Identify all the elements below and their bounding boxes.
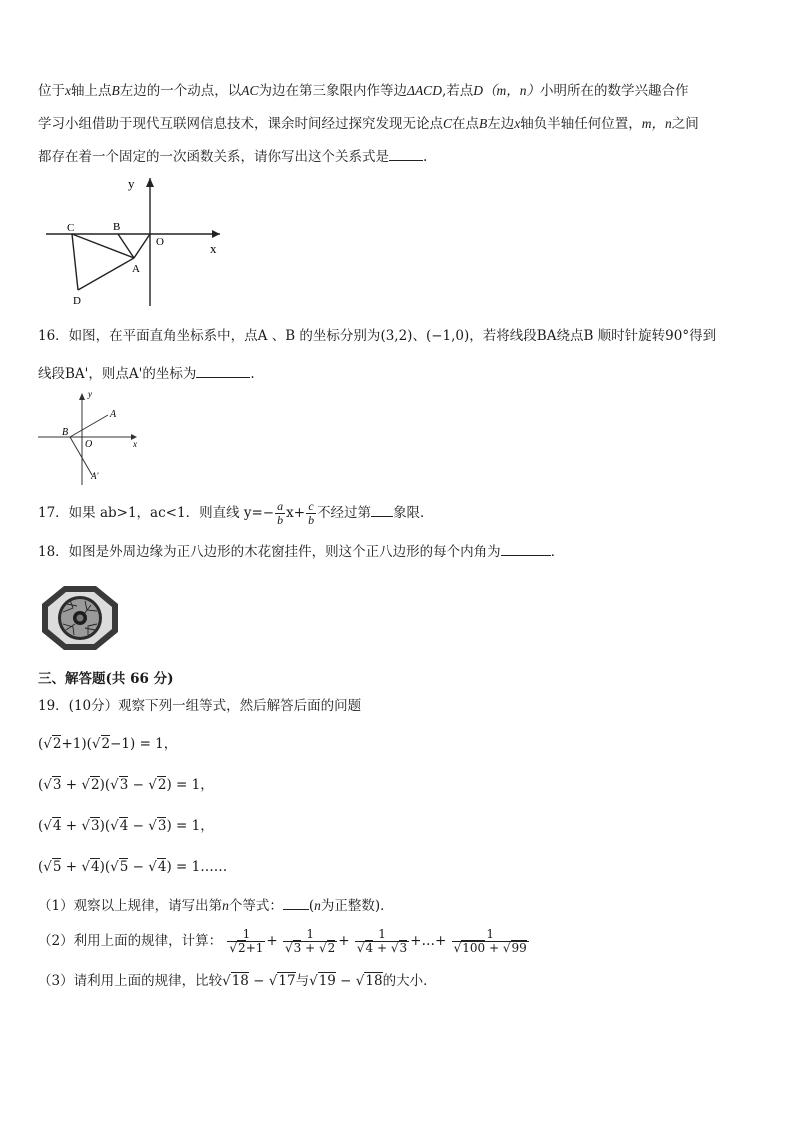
q19-part2: （2）利用上面的规律，计算： $\frac{1}{√2+1}$ + $\frac{1}{√3 + √2}$ + $\frac{1}{√4 + √3}$ +…+ $\frac{1}{√100 + √99}$ xyxy=(38,927,527,955)
q19-eq3: (√4 + √3)(√4 − √3) = 1， xyxy=(38,818,214,834)
q18-line: 18．如图是外周边缘为正八边形的木花窗挂件，则这个正八边形的每个内角为 ． xyxy=(38,541,564,561)
fig16-b-label: B xyxy=(62,427,69,438)
answer-blank-16[interactable] xyxy=(196,363,250,378)
fig16-a-prime-label: A' xyxy=(91,471,99,481)
fig15-b-label: B xyxy=(113,221,121,233)
fig15-d-label: D xyxy=(73,295,81,307)
q16-line2: 线段BA'，则点A'的坐标为 . xyxy=(38,363,255,383)
q15-line3: 都存在着一个固定的一次函数关系，请你写出这个关系式是 . xyxy=(38,146,427,166)
q19-part3: （3）请利用上面的规律，比较√18 − √17与√19 − √18的大小． xyxy=(38,973,437,989)
q17-line: 17．如果 ab>1，ac<1．则直线 y=− $\frac{a}{b}$ x+ $\frac{c}{b}$ 不经过第 象限． xyxy=(38,499,434,527)
fig15-x-label: x xyxy=(210,241,217,256)
q16-line1: 16．如图，在平面直角坐标系中，点A 、B 的坐标分别为(3,2)、(−1,0)，若将线段BA绕点B 顺时针旋转90°得到 xyxy=(38,328,717,344)
fig16-o-label: O xyxy=(85,439,93,450)
fig16-x-label: x xyxy=(133,439,137,449)
fig15-o-label: O xyxy=(156,236,164,248)
q19-intro: 19．(10分）观察下列一组等式，然后解答后面的问题 xyxy=(38,698,362,714)
answer-blank-15[interactable] xyxy=(389,146,423,161)
answer-blank-18[interactable] xyxy=(501,541,551,556)
q15-line1: 位于x轴上点B左边的一个动点，以AC为边在第三象限内作等边ΔACD,若点D（m，n）小明所在的数学兴趣合作 xyxy=(38,83,689,99)
sum-term-1: $\frac{1}{√2+1}$ xyxy=(229,927,264,955)
section-title: 三、解答题(共 66 分) xyxy=(38,671,174,687)
fig15-y-label: y xyxy=(128,176,135,191)
q15-line2: 学习小组借助于现代互联网信息技术，课余时间经过探究发现无论点C在点B左边x轴负半轴任何位置，m，n之间 xyxy=(38,116,699,132)
answer-blank-17[interactable] xyxy=(371,502,393,517)
window-ornament-image xyxy=(40,584,120,652)
fig15-c-label: C xyxy=(67,222,75,234)
q19-part1: （1）观察以上规律，请写出第n个等式： (n为正整数)． xyxy=(38,895,394,915)
q19-eq4: (√5 + √4)(√5 − √4) = 1…… xyxy=(38,859,228,875)
q19-eq2: (√3 + √2)(√3 − √2) = 1， xyxy=(38,777,214,793)
q15-figure xyxy=(40,172,240,312)
sum-term-3: $\frac{1}{√4 + √3}$ xyxy=(356,927,408,955)
q16-figure xyxy=(36,387,146,487)
sum-term-last: $\frac{1}{√100 + √99}$ xyxy=(453,927,527,955)
fig16-y-label: y xyxy=(88,389,92,399)
sum-term-2: $\frac{1}{√3 + √2}$ xyxy=(285,927,336,955)
fig15-a-label: A xyxy=(132,263,140,275)
answer-blank-19-1[interactable] xyxy=(283,895,309,910)
fig16-a-label: A xyxy=(110,409,117,420)
q19-eq1: (√2+1)(√2−1) = 1， xyxy=(38,736,178,752)
